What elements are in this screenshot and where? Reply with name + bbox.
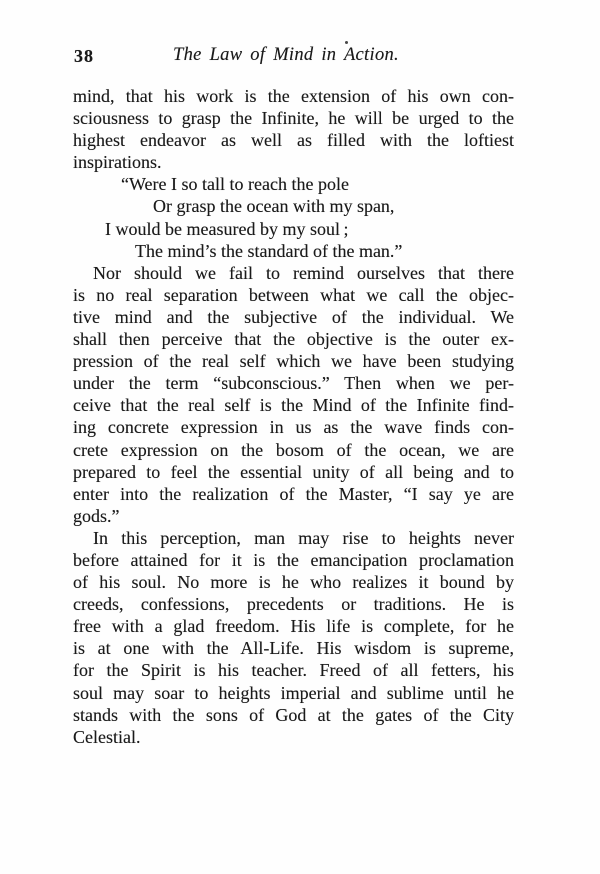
poem-line: “Were I so tall to reach the pole	[121, 174, 349, 195]
text-line: ing concrete expression in us as the wave finds con-	[73, 417, 514, 438]
text-line: ceive that the real self is the Mind of the Infinite find-	[73, 395, 514, 416]
text-line: of his soul. No more is he who realizes it bound by	[73, 572, 514, 593]
text-line: pression of the real self which we have been studying	[73, 351, 514, 372]
poem-line: The mind’s the standard of the man.”	[135, 240, 403, 261]
text-line: crete expression on the bosom of the ocean, we are	[73, 439, 514, 460]
text-line: tive mind and the subjective of the individual. We	[73, 306, 514, 327]
page-number: 38	[74, 46, 94, 66]
text-line: soul may soar to heights imperial and sublime until he	[73, 682, 514, 703]
text-line: sciousness to grasp the Infinite, he will be urged to the	[73, 108, 514, 129]
paragraph	[73, 262, 514, 527]
text-line: under the term “subconscious.” Then when we per-	[73, 373, 514, 394]
text-line: before attained for it is the emancipation proclamation	[73, 549, 514, 570]
poem-line: I would be measured by my soul ;	[105, 218, 349, 239]
text-line: stands with the sons of God at the gates of the City	[73, 704, 514, 725]
text-line: creeds, confessions, precedents or traditions. He is	[73, 594, 514, 615]
poem-quote	[73, 173, 514, 261]
paragraph	[73, 527, 514, 748]
text-line: Nor should we fail to remind ourselves that there	[93, 262, 514, 283]
text-line: In this perception, man may rise to heights never	[93, 527, 514, 548]
text-line: shall then perceive that the objective is the outer ex-	[73, 329, 514, 350]
running-header-title: The Law of Mind in Action.	[173, 45, 399, 65]
text-line: enter into the realization of the Master, “I say ye are	[73, 483, 514, 504]
scan-speck	[345, 41, 348, 44]
text-block	[73, 85, 514, 748]
text-line: is no real separation between what we call the objec-	[73, 284, 514, 305]
text-line: Celestial.	[73, 726, 141, 747]
text-line: gods.”	[73, 505, 120, 526]
text-line: mind, that his work is the extension of his own con-	[73, 86, 514, 106]
paragraph-continued	[73, 85, 514, 173]
text-line: is at one with the All-Life. His wisdom is supreme,	[73, 638, 514, 659]
poem-line: Or grasp the ocean with my span,	[153, 196, 395, 217]
text-line: prepared to feel the essential unity of all being and to	[73, 461, 514, 482]
text-line: for the Spirit is his teacher. Freed of all fetters, his	[73, 660, 514, 681]
text-line: highest endeavor as well as filled with the loftiest	[73, 130, 514, 151]
text-line: inspirations.	[73, 152, 162, 173]
text-line: free with a glad freedom. His life is complete, for he	[73, 616, 514, 637]
